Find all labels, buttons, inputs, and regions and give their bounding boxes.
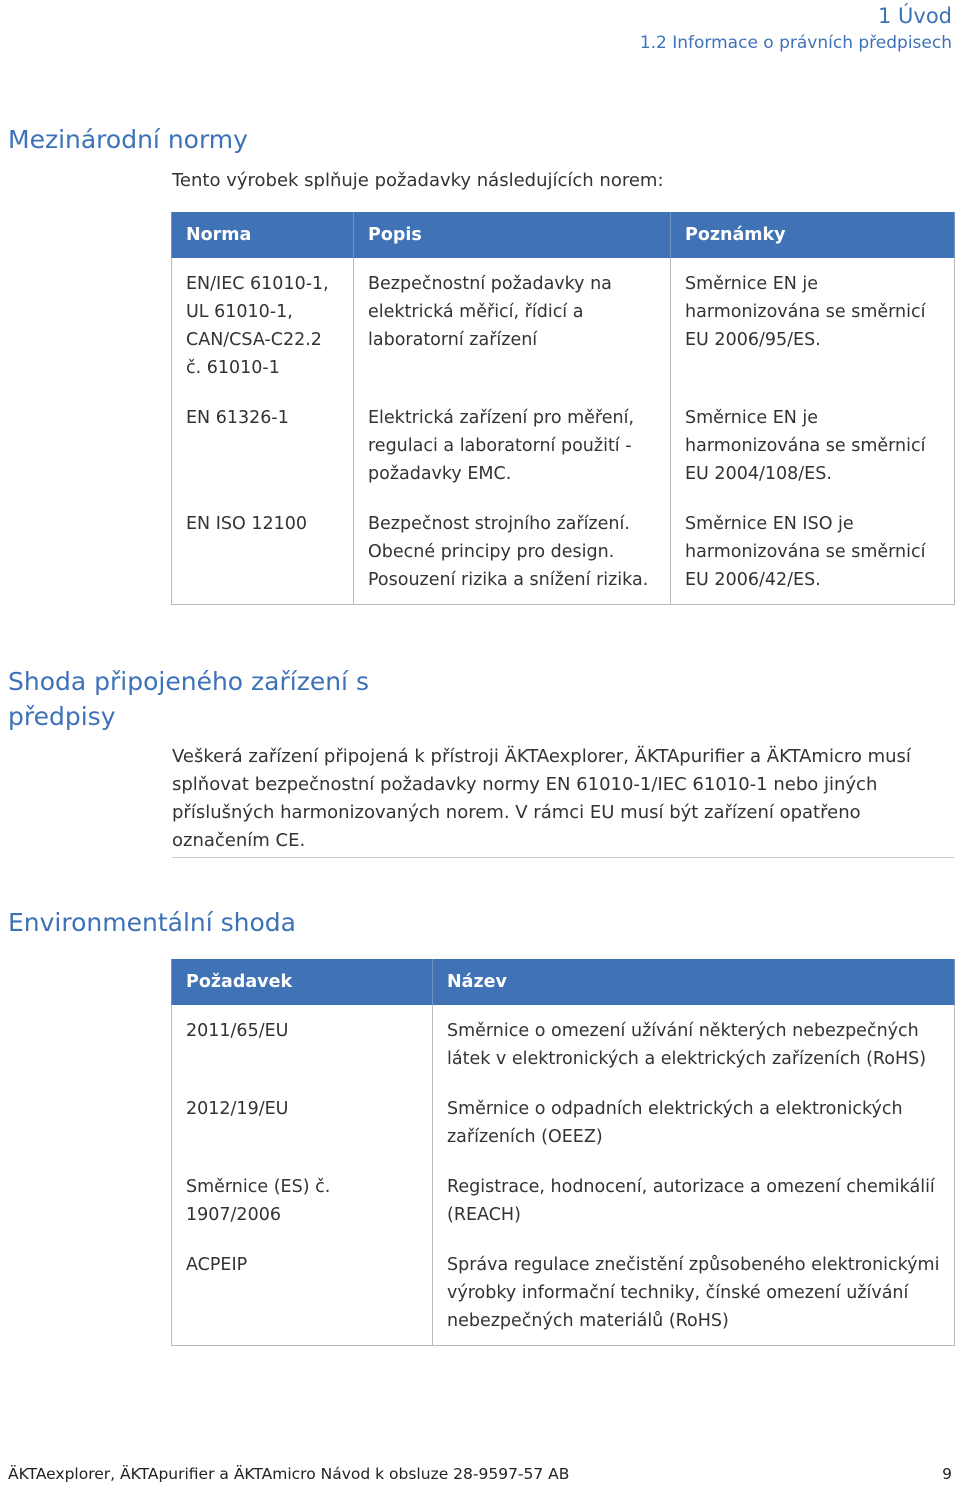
section-title-international-standards: Mezinárodní normy [8, 125, 248, 154]
connected-equipment-paragraph: Veškerá zařízení připojená k přístroji ÄKTAexplorer, ÄKTApurifier a ÄKTAmicro musí splňovat bezpečnostní požadavky normy EN 61010-1/IEC 61010-1 nebo jiných příslušných harmonizovaných norem. V rámci EU musí být zařízení opatřeno označením CE. [172, 746, 911, 851]
chapter-heading: 1 Úvod [877, 4, 952, 28]
section-title-environmental: Environmentální shoda [8, 908, 296, 937]
table-cell: Směrnice EN ISO je harmonizována se směrnicí EU 2006/42/ES. [671, 498, 955, 605]
table-cell: ACPEIP [172, 1239, 433, 1346]
table-row [172, 392, 955, 498]
footer-document-title: ÄKTAexplorer, ÄKTApurifier a ÄKTAmicro Návod k obsluze 28-9597-57 AB [8, 1465, 570, 1483]
table-cell: Elektrická zařízení pro měření, regulaci a laboratorní použití - požadavky EMC. [354, 392, 671, 498]
table-header-row [172, 212, 955, 258]
column-header: Popis [354, 212, 671, 258]
section-divider [172, 857, 954, 858]
table-cell: Směrnice EN je harmonizována se směrnicí EU 2006/95/ES. [671, 258, 955, 392]
table-cell: 2012/19/EU [172, 1083, 433, 1161]
section-title-line: předpisy [8, 702, 116, 731]
table-row [172, 1005, 955, 1083]
table-cell: EN/IEC 61010-1, UL 61010-1, CAN/CSA-C22.2 č. 61010-1 [172, 258, 354, 392]
column-header: Poznámky [671, 212, 955, 258]
table-cell: Směrnice EN je harmonizována se směrnicí EU 2004/108/ES. [671, 392, 955, 498]
column-header: Název [433, 959, 955, 1005]
table-row [172, 498, 955, 605]
environmental-table [171, 959, 955, 1346]
table-cell: Směrnice o odpadních elektrických a elektronických zařízeních (OEEZ) [433, 1083, 955, 1161]
column-header: Norma [172, 212, 354, 258]
table-cell: Bezpečnostní požadavky na elektrická měřicí, řídicí a laboratorní zařízení [354, 258, 671, 392]
table-cell: EN ISO 12100 [172, 498, 354, 605]
table-cell: 2011/65/EU [172, 1005, 433, 1083]
column-header: Požadavek [172, 959, 433, 1005]
table-row [172, 1083, 955, 1161]
page-number: 9 [942, 1465, 952, 1483]
standards-table [171, 212, 955, 605]
table-row [172, 258, 955, 392]
table-header-row [172, 959, 955, 1005]
table-cell: EN 61326-1 [172, 392, 354, 498]
table-row [172, 1239, 955, 1346]
section-heading: 1.2 Informace o právních předpisech [639, 33, 952, 53]
table-cell: Bezpečnost strojního zařízení. Obecné principy pro design. Posouzení rizika a snížení rizika. [354, 498, 671, 605]
table-cell: Směrnice (ES) č. 1907/2006 [172, 1161, 433, 1239]
page-footer [8, 1463, 952, 1485]
section-title-connected-equipment [8, 664, 369, 734]
section-title-line: Shoda připojeného zařízení s [8, 667, 369, 696]
page-header [640, 2, 952, 56]
standards-intro: Tento výrobek splňuje požadavky následujících norem: [172, 170, 664, 191]
table-cell: Správa regulace znečistění způsobeného elektronickými výrobky informační techniky, čínské omezení užívání nebezpečných materiálů (RoHS) [433, 1239, 955, 1346]
table-cell: Registrace, hodnocení, autorizace a omezení chemikálií (REACH) [433, 1161, 955, 1239]
table-row [172, 1161, 955, 1239]
table-cell: Směrnice o omezení užívání některých nebezpečných látek v elektronických a elektrických zařízeních (RoHS) [433, 1005, 955, 1083]
